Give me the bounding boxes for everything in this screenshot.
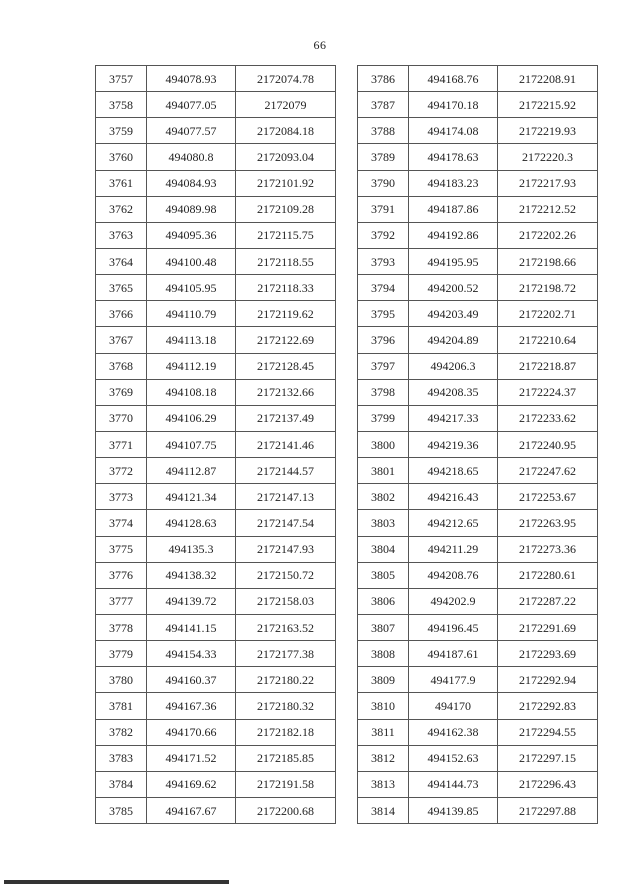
x-coordinate-cell: 494135.3 [147, 536, 236, 562]
coordinate-table-right [357, 65, 598, 824]
x-coordinate-cell: 494208.35 [409, 379, 498, 405]
point-number-cell: 3808 [358, 641, 409, 667]
x-coordinate-cell: 494177.9 [409, 667, 498, 693]
point-number-cell: 3807 [358, 614, 409, 640]
table-row [358, 431, 598, 457]
point-number-cell: 3759 [96, 118, 147, 144]
point-number-cell: 3757 [96, 66, 147, 92]
point-number-cell: 3801 [358, 458, 409, 484]
point-number-cell: 3814 [358, 797, 409, 823]
point-number-cell: 3783 [96, 745, 147, 771]
x-coordinate-cell: 494095.36 [147, 222, 236, 248]
x-coordinate-cell: 494183.23 [409, 170, 498, 196]
y-coordinate-cell: 2172144.57 [236, 458, 336, 484]
point-number-cell: 3766 [96, 301, 147, 327]
table-row [96, 458, 336, 484]
y-coordinate-cell: 2172147.54 [236, 510, 336, 536]
y-coordinate-cell: 2172132.66 [236, 379, 336, 405]
table-row [358, 92, 598, 118]
y-coordinate-cell: 2172177.38 [236, 641, 336, 667]
x-coordinate-cell: 494152.63 [409, 745, 498, 771]
x-coordinate-cell: 494170.18 [409, 92, 498, 118]
point-number-cell: 3772 [96, 458, 147, 484]
point-number-cell: 3769 [96, 379, 147, 405]
point-number-cell: 3782 [96, 719, 147, 745]
x-coordinate-cell: 494171.52 [147, 745, 236, 771]
table-row [96, 196, 336, 222]
x-coordinate-cell: 494141.15 [147, 614, 236, 640]
y-coordinate-cell: 2172118.55 [236, 248, 336, 274]
point-number-cell: 3760 [96, 144, 147, 170]
x-coordinate-cell: 494139.85 [409, 797, 498, 823]
x-coordinate-cell: 494174.08 [409, 118, 498, 144]
x-coordinate-cell: 494206.3 [409, 353, 498, 379]
point-number-cell: 3802 [358, 484, 409, 510]
table-row [358, 170, 598, 196]
point-number-cell: 3794 [358, 275, 409, 301]
table-row [358, 66, 598, 92]
y-coordinate-cell: 2172240.95 [498, 431, 598, 457]
y-coordinate-cell: 2172253.67 [498, 484, 598, 510]
point-number-cell: 3758 [96, 92, 147, 118]
point-number-cell: 3762 [96, 196, 147, 222]
table-row [358, 510, 598, 536]
point-number-cell: 3781 [96, 693, 147, 719]
x-coordinate-cell: 494100.48 [147, 248, 236, 274]
y-coordinate-cell: 2172200.68 [236, 797, 336, 823]
point-number-cell: 3763 [96, 222, 147, 248]
y-coordinate-cell: 2172118.33 [236, 275, 336, 301]
y-coordinate-cell: 2172158.03 [236, 588, 336, 614]
point-number-cell: 3784 [96, 771, 147, 797]
y-coordinate-cell: 2172147.93 [236, 536, 336, 562]
x-coordinate-cell: 494202.9 [409, 588, 498, 614]
x-coordinate-cell: 494203.49 [409, 301, 498, 327]
table-row [96, 353, 336, 379]
y-coordinate-cell: 2172287.22 [498, 588, 598, 614]
y-coordinate-cell: 2172208.91 [498, 66, 598, 92]
x-coordinate-cell: 494195.95 [409, 248, 498, 274]
table-row [358, 118, 598, 144]
x-coordinate-cell: 494178.63 [409, 144, 498, 170]
table-row [96, 275, 336, 301]
table-row [96, 248, 336, 274]
point-number-cell: 3768 [96, 353, 147, 379]
x-coordinate-cell: 494170 [409, 693, 498, 719]
x-coordinate-cell: 494204.89 [409, 327, 498, 353]
x-coordinate-cell: 494113.18 [147, 327, 236, 353]
x-coordinate-cell: 494217.33 [409, 405, 498, 431]
x-coordinate-cell: 494084.93 [147, 170, 236, 196]
table-row [96, 170, 336, 196]
table-row [96, 588, 336, 614]
x-coordinate-cell: 494162.38 [409, 719, 498, 745]
y-coordinate-cell: 2172293.69 [498, 641, 598, 667]
table-row [358, 301, 598, 327]
x-coordinate-cell: 494128.63 [147, 510, 236, 536]
y-coordinate-cell: 2172191.58 [236, 771, 336, 797]
table-row [96, 484, 336, 510]
point-number-cell: 3775 [96, 536, 147, 562]
y-coordinate-cell: 2172185.85 [236, 745, 336, 771]
y-coordinate-cell: 2172128.45 [236, 353, 336, 379]
y-coordinate-cell: 2172101.92 [236, 170, 336, 196]
table-row [96, 771, 336, 797]
table-row [358, 196, 598, 222]
y-coordinate-cell: 2172079 [236, 92, 336, 118]
x-coordinate-cell: 494167.36 [147, 693, 236, 719]
point-number-cell: 3771 [96, 431, 147, 457]
point-number-cell: 3774 [96, 510, 147, 536]
y-coordinate-cell: 2172180.22 [236, 667, 336, 693]
x-coordinate-cell: 494200.52 [409, 275, 498, 301]
y-coordinate-cell: 2172141.46 [236, 431, 336, 457]
page-number: 66 [313, 38, 327, 52]
table-row [358, 353, 598, 379]
point-number-cell: 3805 [358, 562, 409, 588]
y-coordinate-cell: 2172280.61 [498, 562, 598, 588]
table-row [96, 562, 336, 588]
table-row [358, 275, 598, 301]
table-row [358, 588, 598, 614]
table-row [96, 431, 336, 457]
x-coordinate-cell: 494107.75 [147, 431, 236, 457]
x-coordinate-cell: 494212.65 [409, 510, 498, 536]
table-row [96, 222, 336, 248]
point-number-cell: 3800 [358, 431, 409, 457]
point-number-cell: 3797 [358, 353, 409, 379]
y-coordinate-cell: 2172198.66 [498, 248, 598, 274]
y-coordinate-cell: 2172219.93 [498, 118, 598, 144]
table-row [358, 379, 598, 405]
y-coordinate-cell: 2172150.72 [236, 562, 336, 588]
y-coordinate-cell: 2172210.64 [498, 327, 598, 353]
table-row [358, 693, 598, 719]
y-coordinate-cell: 2172224.37 [498, 379, 598, 405]
x-coordinate-cell: 494167.67 [147, 797, 236, 823]
y-coordinate-cell: 2172247.62 [498, 458, 598, 484]
table-row [358, 771, 598, 797]
x-coordinate-cell: 494219.36 [409, 431, 498, 457]
x-coordinate-cell: 494112.19 [147, 353, 236, 379]
table-row [96, 301, 336, 327]
footer-rule [4, 880, 229, 884]
y-coordinate-cell: 2172233.62 [498, 405, 598, 431]
table-row [358, 667, 598, 693]
x-coordinate-cell: 494078.93 [147, 66, 236, 92]
y-coordinate-cell: 2172292.83 [498, 693, 598, 719]
y-coordinate-cell: 2172263.95 [498, 510, 598, 536]
table-row [96, 641, 336, 667]
x-coordinate-cell: 494110.79 [147, 301, 236, 327]
point-number-cell: 3796 [358, 327, 409, 353]
x-coordinate-cell: 494108.18 [147, 379, 236, 405]
point-number-cell: 3767 [96, 327, 147, 353]
table-row [358, 614, 598, 640]
point-number-cell: 3780 [96, 667, 147, 693]
y-coordinate-cell: 2172122.69 [236, 327, 336, 353]
table-row [96, 144, 336, 170]
point-number-cell: 3790 [358, 170, 409, 196]
y-coordinate-cell: 2172084.18 [236, 118, 336, 144]
y-coordinate-cell: 2172294.55 [498, 719, 598, 745]
x-coordinate-cell: 494216.43 [409, 484, 498, 510]
y-coordinate-cell: 2172217.93 [498, 170, 598, 196]
point-number-cell: 3787 [358, 92, 409, 118]
point-number-cell: 3770 [96, 405, 147, 431]
y-coordinate-cell: 2172296.43 [498, 771, 598, 797]
coordinate-table-left [95, 65, 336, 824]
x-coordinate-cell: 494144.73 [409, 771, 498, 797]
point-number-cell: 3777 [96, 588, 147, 614]
y-coordinate-cell: 2172202.26 [498, 222, 598, 248]
y-coordinate-cell: 2172202.71 [498, 301, 598, 327]
table-row [96, 118, 336, 144]
y-coordinate-cell: 2172220.3 [498, 144, 598, 170]
table-row [358, 797, 598, 823]
table-row [358, 484, 598, 510]
point-number-cell: 3799 [358, 405, 409, 431]
x-coordinate-cell: 494211.29 [409, 536, 498, 562]
point-number-cell: 3803 [358, 510, 409, 536]
y-coordinate-cell: 2172297.88 [498, 797, 598, 823]
y-coordinate-cell: 2172182.18 [236, 719, 336, 745]
y-coordinate-cell: 2172163.52 [236, 614, 336, 640]
x-coordinate-cell: 494112.87 [147, 458, 236, 484]
x-coordinate-cell: 494196.45 [409, 614, 498, 640]
x-coordinate-cell: 494089.98 [147, 196, 236, 222]
y-coordinate-cell: 2172198.72 [498, 275, 598, 301]
y-coordinate-cell: 2172218.87 [498, 353, 598, 379]
point-number-cell: 3792 [358, 222, 409, 248]
table-row [96, 510, 336, 536]
y-coordinate-cell: 2172180.32 [236, 693, 336, 719]
y-coordinate-cell: 2172109.28 [236, 196, 336, 222]
y-coordinate-cell: 2172119.62 [236, 301, 336, 327]
x-coordinate-cell: 494170.66 [147, 719, 236, 745]
table-row [358, 641, 598, 667]
point-number-cell: 3764 [96, 248, 147, 274]
point-number-cell: 3795 [358, 301, 409, 327]
table-row [96, 797, 336, 823]
table-row [358, 562, 598, 588]
x-coordinate-cell: 494154.33 [147, 641, 236, 667]
table-row [96, 614, 336, 640]
point-number-cell: 3791 [358, 196, 409, 222]
y-coordinate-cell: 2172147.13 [236, 484, 336, 510]
table-row [96, 745, 336, 771]
x-coordinate-cell: 494169.62 [147, 771, 236, 797]
table-row [96, 92, 336, 118]
y-coordinate-cell: 2172212.52 [498, 196, 598, 222]
y-coordinate-cell: 2172115.75 [236, 222, 336, 248]
y-coordinate-cell: 2172137.49 [236, 405, 336, 431]
table-row [358, 144, 598, 170]
point-number-cell: 3776 [96, 562, 147, 588]
point-number-cell: 3779 [96, 641, 147, 667]
x-coordinate-cell: 494106.29 [147, 405, 236, 431]
x-coordinate-cell: 494218.65 [409, 458, 498, 484]
x-coordinate-cell: 494138.32 [147, 562, 236, 588]
y-coordinate-cell: 2172292.94 [498, 667, 598, 693]
point-number-cell: 3765 [96, 275, 147, 301]
x-coordinate-cell: 494187.61 [409, 641, 498, 667]
point-number-cell: 3813 [358, 771, 409, 797]
x-coordinate-cell: 494139.72 [147, 588, 236, 614]
table-row [358, 405, 598, 431]
point-number-cell: 3793 [358, 248, 409, 274]
y-coordinate-cell: 2172093.04 [236, 144, 336, 170]
x-coordinate-cell: 494160.37 [147, 667, 236, 693]
point-number-cell: 3804 [358, 536, 409, 562]
point-number-cell: 3761 [96, 170, 147, 196]
y-coordinate-cell: 2172291.69 [498, 614, 598, 640]
x-coordinate-cell: 494077.05 [147, 92, 236, 118]
point-number-cell: 3786 [358, 66, 409, 92]
point-number-cell: 3788 [358, 118, 409, 144]
x-coordinate-cell: 494080.8 [147, 144, 236, 170]
table-row [96, 66, 336, 92]
y-coordinate-cell: 2172273.36 [498, 536, 598, 562]
table-row [358, 745, 598, 771]
x-coordinate-cell: 494077.57 [147, 118, 236, 144]
point-number-cell: 3810 [358, 693, 409, 719]
point-number-cell: 3798 [358, 379, 409, 405]
table-row [358, 222, 598, 248]
table-row [96, 693, 336, 719]
x-coordinate-cell: 494208.76 [409, 562, 498, 588]
point-number-cell: 3773 [96, 484, 147, 510]
table-row [96, 327, 336, 353]
point-number-cell: 3806 [358, 588, 409, 614]
x-coordinate-cell: 494192.86 [409, 222, 498, 248]
table-row [358, 719, 598, 745]
point-number-cell: 3811 [358, 719, 409, 745]
x-coordinate-cell: 494168.76 [409, 66, 498, 92]
point-number-cell: 3789 [358, 144, 409, 170]
x-coordinate-cell: 494105.95 [147, 275, 236, 301]
point-number-cell: 3785 [96, 797, 147, 823]
table-row [96, 667, 336, 693]
y-coordinate-cell: 2172297.15 [498, 745, 598, 771]
table-row [358, 458, 598, 484]
table-row [358, 327, 598, 353]
x-coordinate-cell: 494187.86 [409, 196, 498, 222]
table-row [96, 379, 336, 405]
table-row [96, 405, 336, 431]
table-row [358, 536, 598, 562]
point-number-cell: 3778 [96, 614, 147, 640]
table-row [358, 248, 598, 274]
point-number-cell: 3812 [358, 745, 409, 771]
y-coordinate-cell: 2172074.78 [236, 66, 336, 92]
point-number-cell: 3809 [358, 667, 409, 693]
table-row [96, 536, 336, 562]
y-coordinate-cell: 2172215.92 [498, 92, 598, 118]
x-coordinate-cell: 494121.34 [147, 484, 236, 510]
table-row [96, 719, 336, 745]
